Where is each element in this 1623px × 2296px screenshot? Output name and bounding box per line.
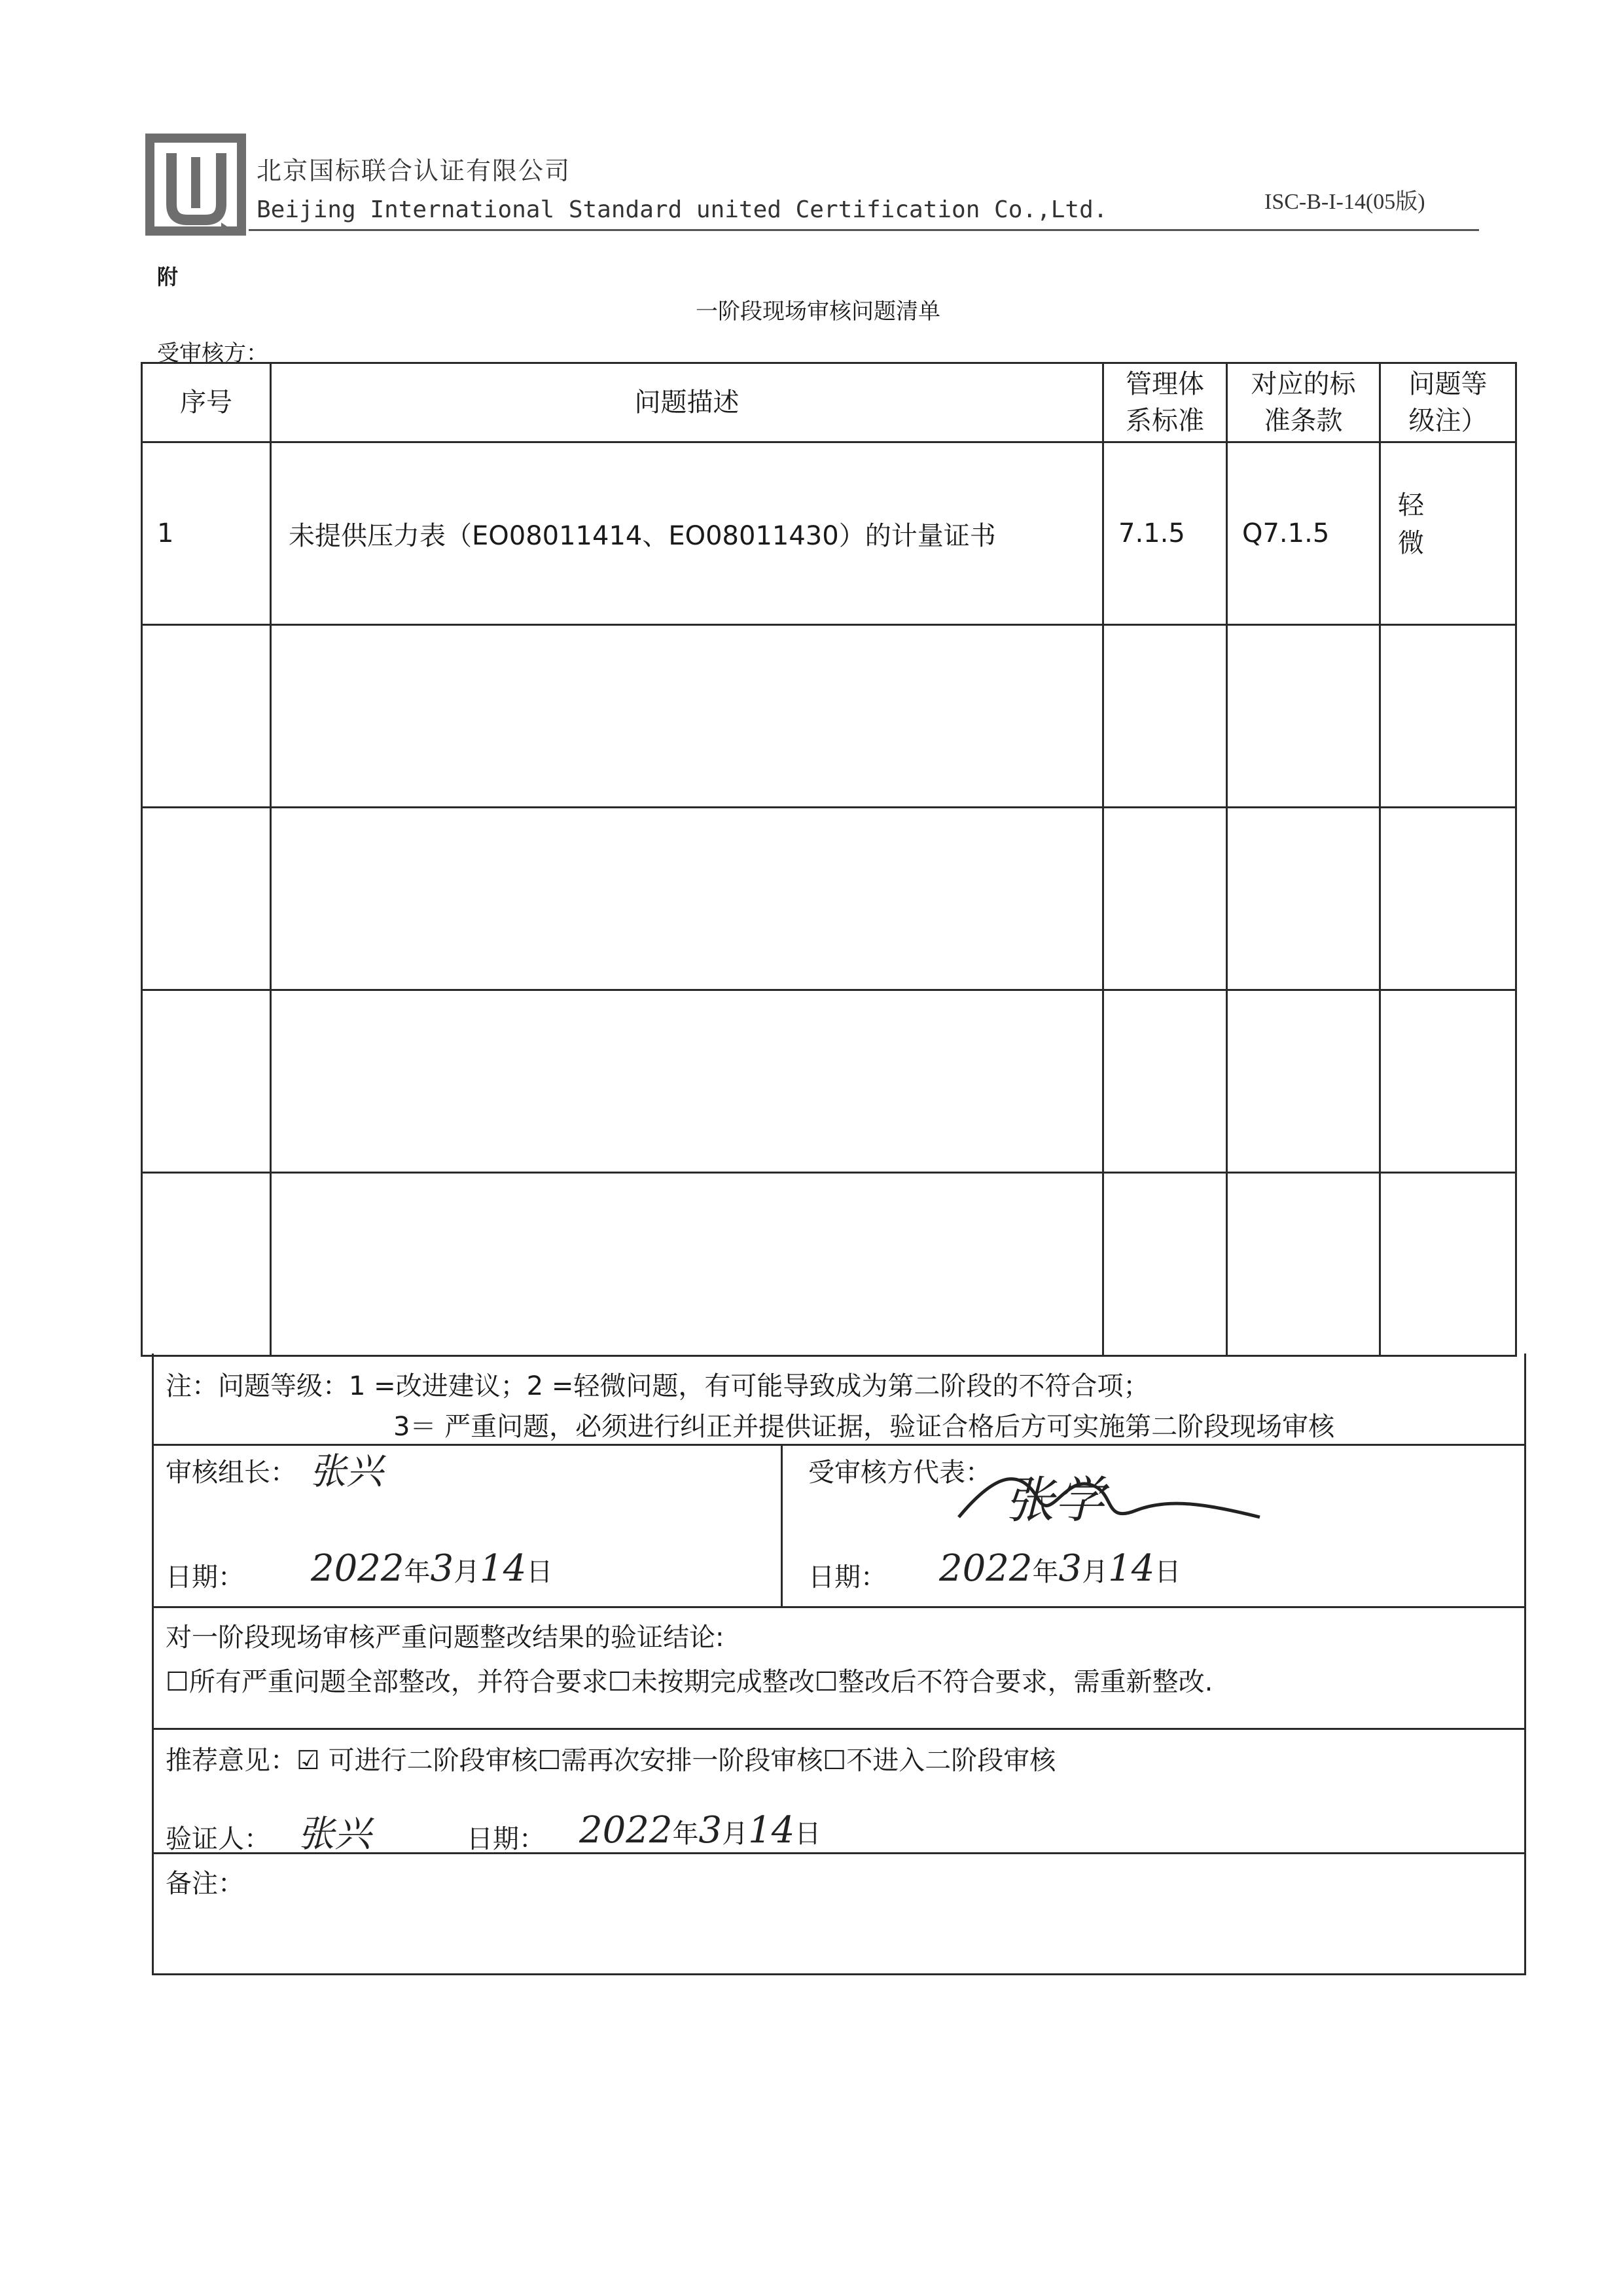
isc-logo-icon xyxy=(143,131,249,238)
verifier-date-label: 日期： xyxy=(467,1824,545,1854)
right-date: 2022年3月14日 xyxy=(939,1547,1181,1590)
attachment-label: 附 xyxy=(157,264,179,289)
header-level: 问题等 级注） xyxy=(1380,363,1516,442)
verifier-label: 验证人： xyxy=(166,1824,270,1854)
right-date-label: 日期： xyxy=(808,1562,887,1592)
row-no: 1 xyxy=(142,442,271,625)
divider xyxy=(154,1852,1524,1854)
company-name-en: Beijing International Standard united Certification Co.,Ltd. xyxy=(257,196,1108,223)
divider xyxy=(154,1606,1524,1608)
left-date-label: 日期： xyxy=(166,1562,244,1592)
row-std: 7.1.5 xyxy=(1103,442,1227,625)
table-row xyxy=(142,625,1516,808)
page-title: 一阶段现场审核问题清单 xyxy=(696,298,940,325)
auditee-rep-label: 受审核方代表： xyxy=(808,1458,991,1488)
header-desc: 问题描述 xyxy=(271,363,1103,442)
table-row xyxy=(142,1173,1516,1356)
recommendation-line: 推荐意见：☑ 可进行二阶段审核☐需再次安排一阶段审核☐不进入二阶段审核 xyxy=(166,1746,1056,1776)
divider xyxy=(154,1728,1524,1730)
header-no: 序号 xyxy=(142,363,271,442)
divider xyxy=(781,1444,783,1606)
table-header-row xyxy=(142,363,1516,442)
verifier-date: 2022年3月14日 xyxy=(579,1809,821,1852)
auditee-rep-signature xyxy=(841,1439,1286,1550)
row-clause: Q7.1.5 xyxy=(1227,442,1380,625)
row-level: 轻 微 xyxy=(1380,442,1516,625)
header-std: 管理体 系标准 xyxy=(1103,363,1227,442)
verifier-signature: 张兴 xyxy=(298,1813,371,1856)
header-clause: 对应的标 准条款 xyxy=(1227,363,1380,442)
document-code: ISC-B-I-14(05版) xyxy=(1264,190,1425,214)
issues-table xyxy=(141,362,1517,1357)
leader-signature: 张兴 xyxy=(310,1450,383,1493)
header-divider xyxy=(249,229,1479,231)
note-line-1: 注：问题等级：1 =改进建议；2 =轻微问题，有可能导致成为第二阶段的不符合项； xyxy=(166,1371,1150,1401)
table-row xyxy=(142,990,1516,1173)
verification-options: ☐所有严重问题全部整改，并符合要求☐未按期完成整改☐整改后不符合要求，需重新整改. xyxy=(166,1667,1213,1697)
row-desc: 未提供压力表（EO08011414、EO08011430）的计量证书 xyxy=(271,442,1103,625)
remarks-label: 备注： xyxy=(166,1869,244,1899)
verification-conclusion-label: 对一阶段现场审核严重问题整改结果的验证结论: xyxy=(166,1623,724,1653)
company-name-cn: 北京国标联合认证有限公司 xyxy=(257,156,571,185)
auditee-rep-signature-text: 张学 xyxy=(1005,1471,1104,1529)
left-date: 2022年3月14日 xyxy=(311,1547,553,1590)
table-row xyxy=(142,442,1516,625)
signoff-section xyxy=(152,1354,1526,1975)
table-row xyxy=(142,808,1516,990)
note-line-2: 3＝ 严重问题，必须进行纠正并提供证据，验证合格后方可实施第二阶段现场审核 xyxy=(393,1412,1335,1442)
leader-label: 审核组长： xyxy=(166,1458,296,1488)
auditee-label: 受审核方： xyxy=(157,340,268,367)
